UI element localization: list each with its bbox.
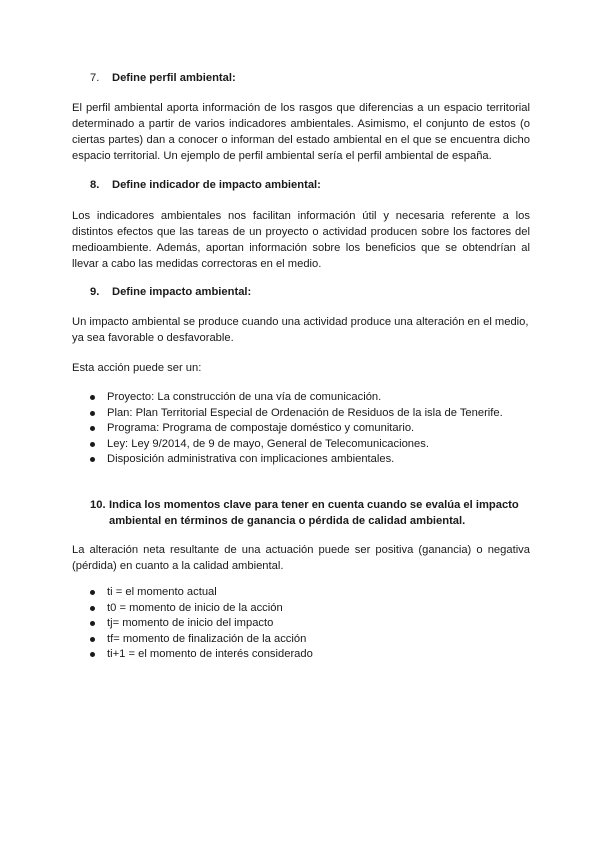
- list-item: tj= momento de inicio del impacto: [72, 616, 313, 632]
- list-item: ti+1 = el momento de interés considerado: [72, 647, 313, 663]
- bullet-icon: [90, 590, 95, 595]
- question-9-answer: Un impacto ambiental se produce cuando una actividad produce una alteración en el medio, ya sea favorable o desfavorable.: [72, 316, 529, 344]
- question-title: Indica los momentos clave para tener en cuenta cuando se evalúa el impacto ambiental en términos de ganancia o pérdida de calidad ambiental.: [109, 499, 519, 527]
- bullet-icon: [90, 652, 95, 657]
- question-9-list: [72, 390, 503, 468]
- list-item: Plan: Plan Territorial Especial de Ordenación de Residuos de la isla de Tenerife.: [72, 406, 503, 422]
- list-item: Proyecto: La construcción de una vía de comunicación.: [72, 390, 503, 406]
- question-7-heading: [90, 71, 236, 86]
- question-number: 8.: [90, 179, 100, 191]
- question-title: Define impacto ambiental:: [112, 286, 252, 298]
- question-9-heading: [90, 285, 251, 300]
- list-item: Ley: Ley 9/2014, de 9 de mayo, General de Telecomunicaciones.: [72, 437, 503, 453]
- question-10-list: [72, 585, 313, 663]
- bullet-icon: [90, 621, 95, 626]
- question-9-intro: Esta acción puede ser un:: [72, 362, 202, 374]
- bullet-icon: [90, 457, 95, 462]
- question-title: Define perfil ambiental:: [112, 72, 236, 84]
- bullet-icon: [90, 395, 95, 400]
- question-10-answer: La alteración neta resultante de una actuación puede ser positiva (ganancia) o negativa (pérdida) en cuanto a la calidad ambiental.: [72, 544, 530, 572]
- list-item: tf= momento de finalización de la acción: [72, 632, 313, 648]
- bullet-icon: [90, 426, 95, 431]
- list-item: Disposición administrativa con implicaciones ambientales.: [72, 452, 503, 468]
- question-number: 10.: [90, 499, 106, 511]
- question-title: Define indicador de impacto ambiental:: [112, 179, 321, 191]
- bullet-icon: [90, 637, 95, 642]
- question-7-answer: El perfil ambiental aporta información de los rasgos que diferencias a un espacio territorial determinado a partir de varios indicadores ambientales. Asimismo, el conjunto de estos (o ciertas partes) dan a conocer o informan del estado ambiental en el que se encuentra dicho espacio territorial. Un ejemplo de perfil ambiental sería el perfil ambiental de españa.: [72, 102, 530, 162]
- list-item: Programa: Programa de compostaje doméstico y comunitario.: [72, 421, 503, 437]
- question-10-heading: [90, 497, 540, 529]
- question-8-heading: [90, 178, 321, 193]
- question-8-answer: Los indicadores ambientales nos facilitan información útil y necesaria referente a los distintos efectos que las tareas de un proyecto o actividad producen sobre los factores del medioambiente. Además, aportan información sobre los beneficios que se obtendrían al llevar a cabo las medidas correctoras en el medio.: [72, 210, 530, 270]
- bullet-icon: [90, 442, 95, 447]
- question-number: 9.: [90, 286, 100, 298]
- list-item: ti = el momento actual: [72, 585, 313, 601]
- list-item: t0 = momento de inicio de la acción: [72, 601, 313, 617]
- question-number: 7.: [90, 72, 100, 84]
- bullet-icon: [90, 411, 95, 416]
- bullet-icon: [90, 606, 95, 611]
